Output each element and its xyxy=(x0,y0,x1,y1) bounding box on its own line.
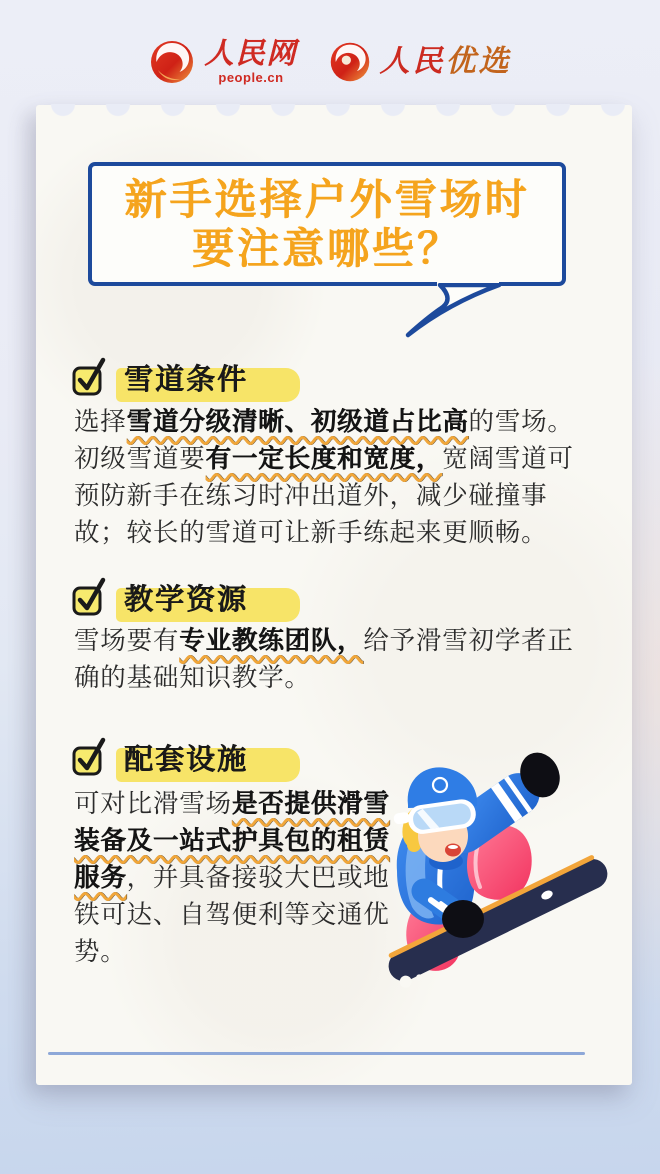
people-choice-logo xyxy=(328,40,512,84)
section-body-teaching: 雪场要有专业教练团队，给予滑雪初学者正确的基础知识教学。 xyxy=(74,627,574,692)
logo-row xyxy=(0,34,660,90)
paper-perforated-edge xyxy=(36,104,632,120)
section-body-facilities: 可对比滑雪场是否提供滑雪装备及一站式护具包的租赁服务，并具备接驳大巴或地铁可达、自驾便利等交通优势。 xyxy=(74,790,390,966)
section-header-facilities xyxy=(70,736,248,778)
checkbox-check-icon xyxy=(70,576,110,618)
section-label: 教学资源 xyxy=(124,577,248,618)
section-header-teaching xyxy=(70,576,248,618)
people-net-subtitle: people.cn xyxy=(218,70,284,85)
section-label: 雪道条件 xyxy=(124,357,248,398)
section-label: 配套设施 xyxy=(124,737,248,778)
people-net-title: 人民网 xyxy=(204,38,298,70)
people-net-logo xyxy=(148,38,297,86)
people-net-swirl-icon xyxy=(148,38,196,86)
bottom-divider-line xyxy=(48,1052,585,1055)
speech-bubble-tail xyxy=(396,283,526,339)
section-header-snow-track xyxy=(70,356,248,398)
people-choice-title-part1: 人民 xyxy=(379,45,446,78)
checkbox-check-icon xyxy=(70,356,110,398)
snowboarder-illustration xyxy=(368,745,636,1000)
people-choice-swirl-icon xyxy=(328,40,372,84)
page-title-line2: 要注意哪些？ xyxy=(191,225,462,272)
title-bubble xyxy=(88,162,566,286)
checkbox-check-icon xyxy=(70,736,110,778)
section-body-snow-track: 选择雪道分级清晰、初级道占比高的雪场。初级雪道要有一定长度和宽度，宽阔雪道可预防新手在练习时冲出道外，减少碰撞事故；较长的雪道可让新手练起来更顺畅。 xyxy=(74,408,574,547)
page-title-line1: 新手选择户外雪场时 xyxy=(124,176,530,223)
people-choice-title-part2: 优选 xyxy=(445,45,512,78)
